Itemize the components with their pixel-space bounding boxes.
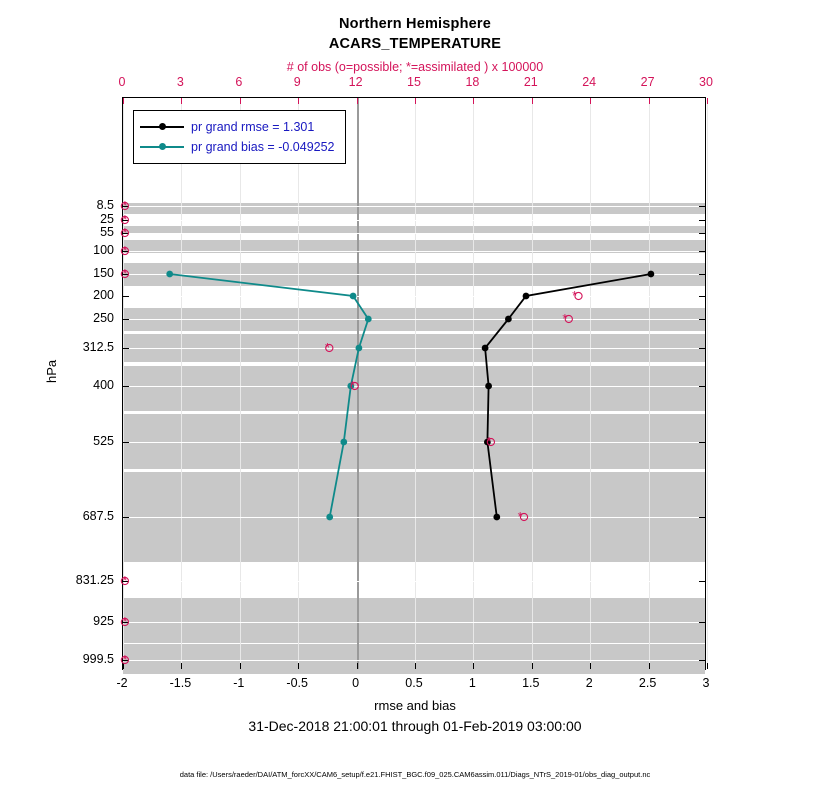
y-axis-tick-label: 8.5 (96, 198, 114, 212)
y-axis-tick-label: 687.5 (82, 509, 114, 523)
obs-assimilated-marker: * (122, 652, 128, 668)
top-axis-label: # of obs (o=possible; *=assimilated ) x 100000 (286, 60, 544, 74)
legend-item-rmse (140, 117, 335, 137)
obs-assimilated-marker: * (122, 614, 128, 630)
bottom-axis-tick-label: 0 (352, 676, 360, 690)
bottom-axis-tick-label: 2 (585, 676, 593, 690)
legend-label-rmse: pr grand rmse = 1.301 (191, 120, 315, 134)
y-axis-tick-label: 150 (93, 266, 114, 280)
y-axis-tick-label: 312.5 (82, 340, 114, 354)
title-line-2: ACARS_TEMPERATURE (328, 36, 502, 52)
y-axis-tick-label: 55 (100, 225, 114, 239)
x-tick-top (707, 98, 708, 104)
series-line (170, 274, 369, 517)
obs-assimilated-marker: * (122, 198, 128, 214)
series-marker (166, 271, 173, 278)
y-axis-tick-label: 831.25 (75, 573, 114, 587)
bottom-axis-tick-label: -1.5 (169, 676, 192, 690)
series-marker (523, 293, 530, 300)
series-marker (493, 514, 500, 521)
bottom-axis-tick-label: 2.5 (638, 676, 657, 690)
obs-assimilated-marker: * (350, 378, 356, 394)
x-axis-label: rmse and bias (374, 698, 456, 713)
bottom-axis-tick-label: -0.5 (286, 676, 308, 690)
top-axis-tick-label: 9 (293, 75, 301, 89)
top-axis-tick-label: 27 (640, 75, 655, 89)
obs-assimilated-marker: * (122, 573, 128, 589)
series-marker (648, 271, 655, 278)
bottom-axis-tick-label: 1 (468, 676, 476, 690)
series-marker (485, 383, 492, 390)
top-axis-tick-label: 0 (118, 75, 126, 89)
series-marker (482, 345, 489, 352)
obs-assimilated-marker: * (122, 243, 128, 259)
chart-title (0, 14, 830, 54)
y-axis-tick-label: 25 (100, 212, 114, 226)
bottom-axis-tick-label: 1.5 (522, 676, 540, 690)
bottom-axis-tick-label: 0.5 (405, 676, 423, 690)
title-line-1: Northern Hemisphere (338, 16, 492, 32)
y-axis-tick-label: 250 (93, 311, 114, 325)
bottom-axis-tick-label: 3 (702, 676, 710, 690)
series-marker (340, 439, 347, 446)
obs-assimilated-marker: * (517, 509, 523, 525)
top-axis-tick-label: 6 (235, 75, 243, 89)
series-marker (365, 316, 372, 323)
y-axis-tick-label: 400 (93, 378, 114, 392)
series-overlay (123, 98, 707, 671)
y-axis-tick-label: 925 (93, 614, 114, 628)
obs-assimilated-marker: * (122, 225, 128, 241)
top-axis-tick-label: 30 (699, 75, 713, 89)
series-marker (350, 293, 357, 300)
series-marker (356, 345, 363, 352)
series-marker (505, 316, 512, 323)
bottom-axis-tick-label: -2 (116, 676, 128, 690)
top-axis-tick-label: 21 (523, 75, 538, 89)
y-axis-label: hPa (44, 359, 59, 383)
data-file-caption: data file: /Users/raeder/DAI/ATM_forcXX/CAM6_setup/f.e21.FHIST_BGC.f09_025.CAM6assim.011/Diags_NTrS_2019-01/obs_diag_output.nc (179, 770, 651, 779)
series-marker (326, 514, 333, 521)
obs-assimilated-marker: * (122, 212, 128, 228)
obs-assimilated-marker: * (324, 340, 330, 356)
top-axis-tick-label: 24 (582, 75, 597, 89)
obs-assimilated-marker: * (122, 266, 128, 282)
y-axis-tick-label: 100 (93, 243, 114, 257)
top-axis-tick-label: 15 (407, 75, 421, 89)
grid-line-vertical (707, 98, 708, 669)
date-range-caption: 31-Dec-2018 21:00:01 through 01-Feb-2019 03:00:00 (248, 718, 582, 734)
bottom-axis-tick-label: -1 (233, 676, 245, 690)
top-axis-tick-label: 12 (348, 75, 363, 89)
obs-assimilated-marker: * (562, 311, 568, 327)
plot-area (122, 97, 706, 670)
series-line (485, 274, 651, 517)
y-axis-tick-label: 525 (93, 434, 114, 448)
legend-label-bias: pr grand bias = -0.049252 (191, 140, 335, 154)
legend-item-bias (140, 137, 335, 157)
top-axis-tick-label: 18 (465, 75, 480, 89)
x-tick-bottom (707, 663, 708, 669)
top-axis-tick-label: 3 (176, 75, 184, 89)
legend (133, 110, 346, 164)
legend-line-bias (140, 146, 184, 148)
obs-assimilated-marker: * (572, 288, 578, 304)
obs-assimilated-marker: * (486, 434, 492, 450)
legend-line-rmse (140, 126, 184, 128)
y-axis-tick-label: 200 (93, 288, 114, 302)
y-axis-tick-label: 999.5 (82, 652, 114, 666)
